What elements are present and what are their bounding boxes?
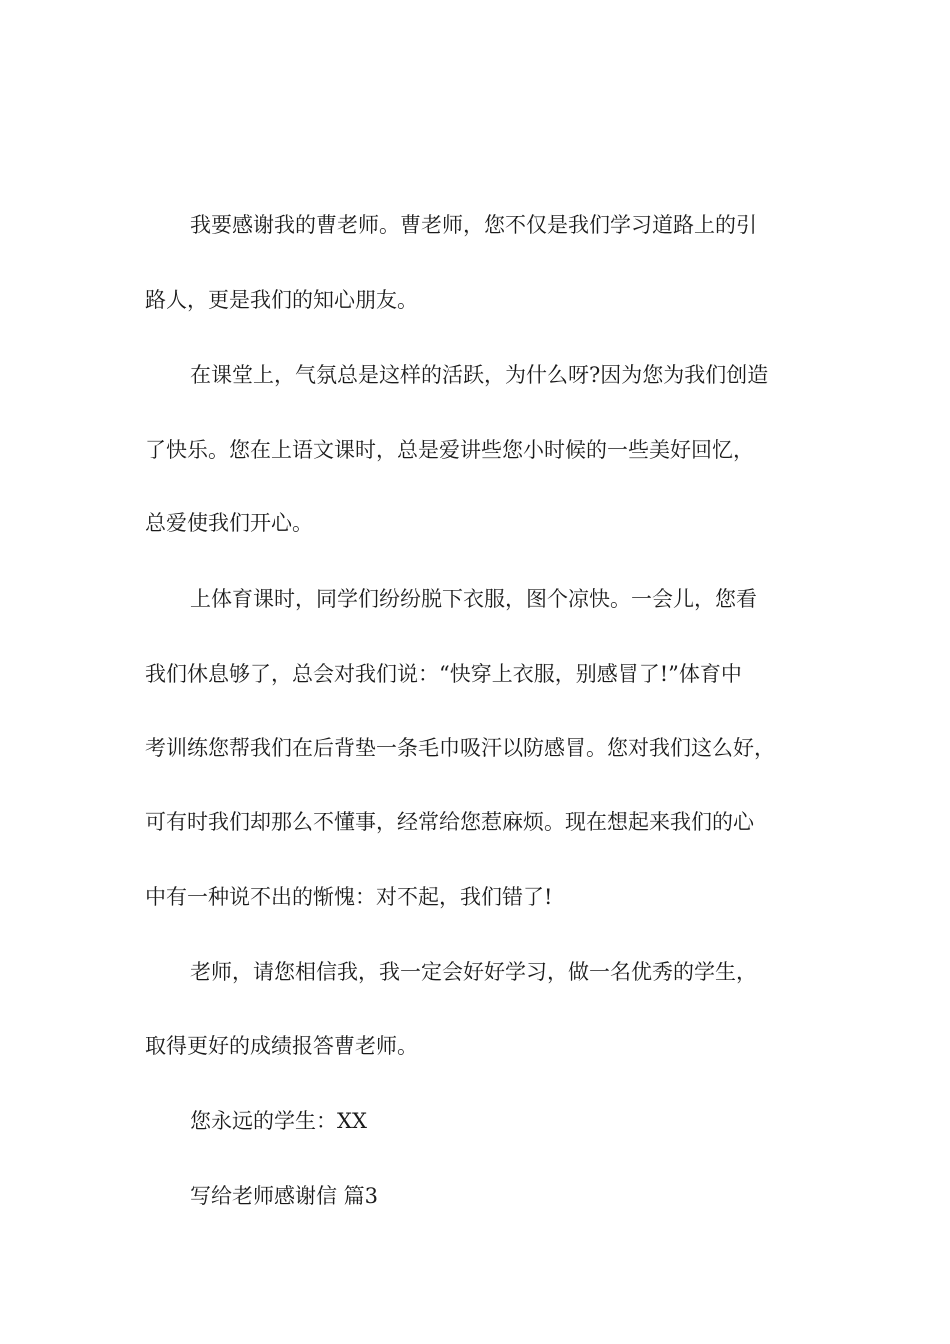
text-line: 总爱使我们开心。: [145, 511, 313, 535]
signature-line: 您永远的学生：XX: [190, 1109, 367, 1133]
text-line: 上体育课时，同学们纷纷脱下衣服，图个凉快。一会儿，您看: [190, 587, 757, 611]
text-line: 路人，更是我们的知心朋友。: [145, 288, 418, 312]
text-line: 了快乐。您在上语文课时，总是爱讲些您小时候的一些美好回忆，: [145, 438, 754, 462]
text-line: 中有一种说不出的惭愧：对不起，我们错了!: [145, 885, 553, 909]
text-line: 在课堂上，气氛总是这样的活跃，为什么呀?因为您为我们创造: [190, 363, 769, 387]
text-line: 我们休息够了，总会对我们说：“快穿上衣服，别感冒了!”体育中: [145, 662, 742, 686]
text-line: 考训练您帮我们在后背垫一条毛巾吸汗以防感冒。您对我们这么好，: [145, 736, 775, 760]
text-line: 我要感谢我的曹老师。曹老师，您不仅是我们学习道路上的引: [190, 213, 757, 237]
text-line: 可有时我们却那么不懂事，经常给您惹麻烦。现在想起来我们的心: [145, 810, 754, 834]
text-line: 取得更好的成绩报答曹老师。: [145, 1034, 418, 1058]
text-line: 老师，请您相信我，我一定会好好学习，做一名优秀的学生，: [190, 960, 757, 984]
section-heading: 写给老师感谢信 篇3: [190, 1184, 379, 1208]
